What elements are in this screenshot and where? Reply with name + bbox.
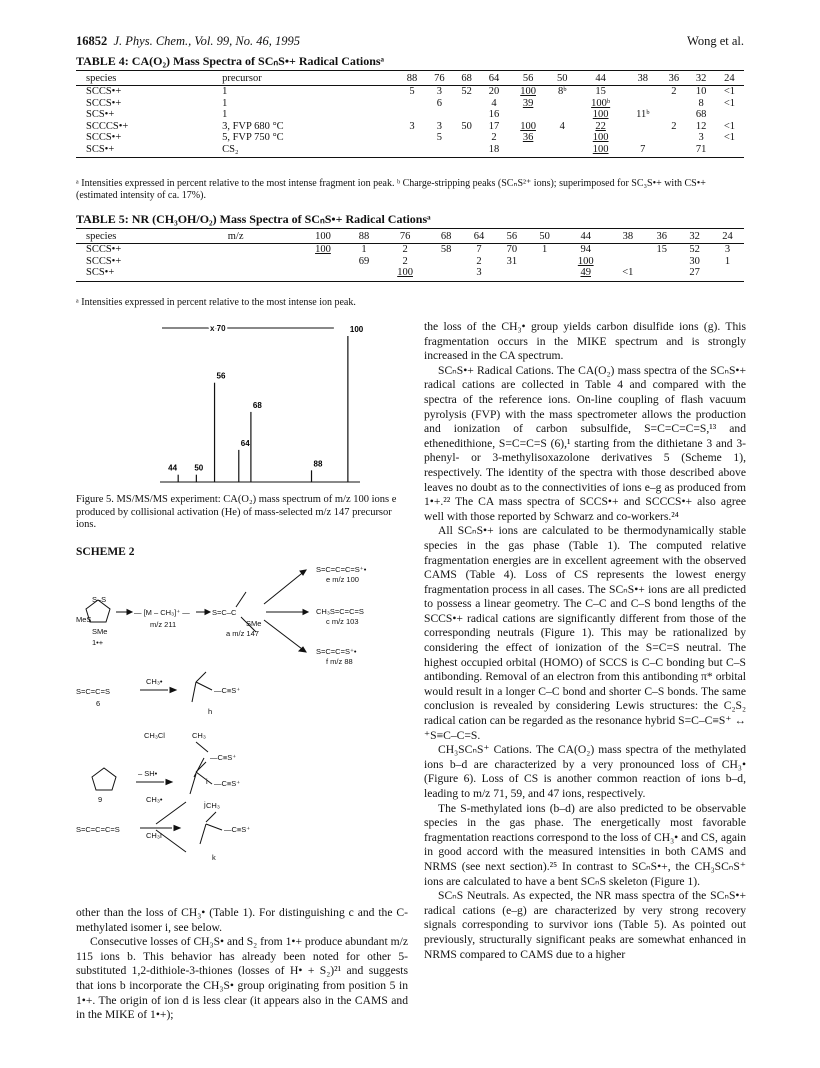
table5-cell: 69 [358,255,370,267]
table4-cell [453,132,480,144]
table4-cell [549,109,576,121]
table4-col-header: 76 [426,71,453,86]
figure5-caption: Figure 5. MS/MS/MS experiment: CA(O₂) mass spectrum of m/z 100 ions e produced by collisional activation (He) of mass-selected m/z 147 precursor ions. [76,494,397,531]
table4-cell: SCS•+ [86,109,115,120]
table4-cell: 6 [436,97,442,109]
table4-cell: 39 [522,97,534,109]
ion-i-cs: —C≡S⁺ [210,753,237,762]
table5-cell [218,267,299,281]
running-authors: Wong et al. [687,34,744,48]
ion-h-cs: —C≡S⁺ [214,686,241,695]
table5-cell: SCCS•+ [86,244,122,255]
loss-ch3-label: — [M – CH₃]⁺ — [134,608,190,617]
figure5-spectrum [150,316,370,488]
table5-col-header: 100 [298,229,347,244]
table4-cell: 15 [595,86,606,97]
spectrum-peak-label: 56 [216,371,226,381]
magnification-label: x 70 [210,324,226,333]
compound-6-label: 6 [96,699,101,708]
bond-k1 [206,812,216,822]
arrow-k1 [156,802,186,824]
ch3-radical-label-2: CH₃• [146,795,163,804]
table4-cell: <1 [723,97,735,109]
table5-cell [348,267,381,281]
right-paragraph-6: SCₙS Neutrals. As expected, the NR mass spectra of the SCₙS•+ radical cations (e–g) are characterized by very strong recovery signals corresponding to survivor ions (Table 5). As pointed out previously, structurally significant peaks are somewhat enhanced in NRMS compared to CAMS due to a higher [424,889,746,961]
bond-j2 [196,772,212,784]
table4-col-header: 32 [688,71,715,86]
journal-citation [76,34,300,49]
table5-col-header: 64 [463,229,496,244]
ch3cl-label: CH₃Cl [144,731,165,740]
table4-cell: 3 [698,132,704,143]
table4-cell [660,144,687,158]
left-column-text [76,906,408,1023]
bond-i1 [196,742,208,752]
table4-cell: 5 [409,86,415,97]
table4-col-header: 50 [549,71,576,86]
table4-cell [398,98,425,110]
ion-c-structure: CH₃S=C=C=S [316,607,364,616]
right-paragraph-5: The S-methylated ions (b–d) are also predicted to be observable species in the gas phase. The energetically most favorable fragmentation reactions correspond to the loss of CH₃• and CS, again in good accord with the measured intensities in both CAMS and NRMS (see next section).²⁵ In contrast to SCₙS•+, the CH₃SCₙS⁺ ions are calculated to have a bent SCₙS skeleton (Figure 1). [424,801,746,888]
table4-cell: 7 [625,144,660,158]
table4-cell [549,144,576,158]
table5-cell [298,256,347,268]
table5-col-header: 24 [711,229,744,244]
table4-cell: <1 [723,120,735,132]
table4-cell: 18 [480,144,507,158]
table4-cell [398,144,425,158]
s-atom-label: S–S [92,595,107,604]
table4-cell: 100 [592,109,609,120]
bond-j3 [190,774,196,794]
arrow-f [264,620,306,652]
ion-a-structure: S=C–C [212,608,237,617]
table5-cell: 1 [542,244,548,255]
table4-footnote: ᵃ Intensities expressed in percent relative to the most intense fragment ion peak. ᵇ Charge-stripping peaks (SCₙS²⁺ ions); superimposed for SC₃S•+ with CS•+ (estimated intensity of ca. 17%). [76,178,706,201]
table5-cell [645,267,678,281]
ion-a-label: a m/z 147 [226,629,259,638]
table4-cell: CS₂ [212,144,398,158]
table5-cell [218,256,299,268]
table5-cell: 2 [402,244,408,255]
table4-cell: 1 [222,97,228,109]
table5-col-header: species [76,229,218,244]
mz211-label: m/z 211 [150,620,177,629]
table5-cell: 100 [380,267,429,281]
table4-cell [508,109,549,121]
table5-cell: 27 [678,267,711,281]
ion-e-label: e m/z 100 [326,575,359,584]
scheme2-diagram [76,562,416,902]
ch3-label: CH₃ [192,731,206,740]
bond-a1 [236,592,246,607]
table4-cell [660,132,687,144]
ion-f-structure: S=C=C=S⁺• [316,647,357,656]
ion-e-structure: S=C=C=C=S⁺• [316,565,367,574]
table4-cell [549,98,576,110]
scheme2-title: SCHEME 2 [76,546,135,558]
bond-k2 [206,824,222,830]
table4-cell [398,132,425,144]
table5-row [76,267,744,281]
table4-cell: 8ᵇ [557,86,567,97]
table4-cell [715,109,744,121]
table4-cell [508,144,549,158]
table5-row [76,244,744,256]
table4-cell [453,98,480,110]
spectrum-peak-label: 44 [168,463,178,473]
spectrum-peak-label: 68 [252,400,262,410]
ethenedithione-structure: S=C=C=S [76,687,110,696]
table5-cell: 30 [689,255,700,267]
right-paragraph-4: CH₃SCₙS⁺ Cations. The CA(O₂) mass spectra of the methylated ions b–d are characterized by a very pronounced loss of CH₃• (Figure 6). Loss of CS is another common reaction of ions b–d, leading to m/z 71, 59, and 47 ions, respectively. [424,743,746,800]
table4-col-header: precursor [212,71,398,86]
table5-cell: 70 [506,244,518,255]
table4-cell: 50 [461,120,472,132]
right-column-text [424,320,746,962]
table5-row [76,256,744,268]
table4-cell [625,86,660,98]
ch3-radical-label: CH₃• [146,677,163,686]
table4-cell: 100 [592,132,609,143]
table4-col-header: 44 [576,71,625,86]
table4-cell [426,144,453,158]
table4-col-header: 38 [625,71,660,86]
table4-cell: 100ᵇ [591,97,611,109]
table4-col-header: 88 [398,71,425,86]
table4-cell [453,144,480,158]
right-paragraph-1: the loss of the CH₃• group yields carbon disulfide ions (g). This fragmentation occurs in the MIKE spectrum and is strongly increased in the CA spectrum. [424,320,746,363]
table5-col-header: m/z [218,229,299,244]
table4-cell: 10 [695,86,707,97]
table4-cell: 3, FVP 680 °C [222,120,284,132]
table4-cell [625,121,660,133]
ion-1-label: 1•+ [92,638,104,647]
compound-9-label: 9 [98,795,103,804]
page-number: 16852 [76,34,108,48]
table5-col-header: 88 [348,229,381,244]
bond-h3 [192,682,196,702]
ion-a-sme: SMe [246,619,262,628]
table4-cell [453,109,480,121]
table4-row [76,121,744,133]
page-header [76,34,744,52]
bond-h1 [196,672,206,682]
table5-cell [430,267,463,281]
ion-j-cs: —C≡S⁺ [214,779,241,788]
table4-cell: 4 [491,97,497,109]
table4-cell: 16 [488,109,500,120]
table4-cell [549,132,576,144]
spectrum-peak-label: 50 [194,463,204,473]
table5-cell: 31 [506,255,518,267]
table4-cell: 2 [671,120,677,132]
table4-cell: 2 [671,86,677,97]
arrow-e [264,570,306,604]
table4-cell: 20 [488,86,500,97]
table5-cell [610,256,645,268]
table5-cell [218,244,299,256]
table4-cell [426,109,453,121]
bond-k3 [200,824,206,844]
table5-cell [430,256,463,268]
table4-row [76,109,744,121]
table4-cell: 17 [488,120,500,132]
table5-col-header: 56 [495,229,528,244]
table4-cell [398,109,425,121]
table5-col-header: 38 [610,229,645,244]
table5-cell: 1 [724,255,731,267]
table4-cell: SCCCS•+ [86,120,129,132]
table4-cell: SCS•+ [76,144,212,158]
table5-cell: 15 [656,244,667,255]
table5-cell: 58 [440,244,452,255]
table5-cell [298,267,347,281]
table5-cell: 3 [463,267,496,281]
table5-cell: 52 [689,244,700,255]
spectrum-peak-label: 100 [349,325,364,334]
table4-col-header: 64 [480,71,507,86]
table5-col-header: 68 [430,229,463,244]
table4-cell: 12 [695,120,707,132]
table5-cell [495,267,528,281]
bond-h2 [196,682,212,690]
table4-row [76,86,744,98]
table5-col-header: 76 [380,229,429,244]
table5-title: TABLE 5: NR (CH₃OH/O₂) Mass Spectra of SCₙS•+ Radical Cationsᵃ [76,212,431,226]
ion-i-label: i [206,777,208,786]
table4-cell: SCCS•+ [86,86,122,97]
table5-cell: 100 [315,244,331,255]
table4-cell: SCCS•+ [86,97,122,109]
table4-row [76,132,744,144]
spectrum-peak-label: 64 [240,438,250,448]
table5-cell: 94 [580,244,591,255]
ion-j-label: j [204,800,206,809]
table5-cell [610,244,645,256]
table4-cell: 100 [520,120,536,132]
table4-cell: 3 [409,120,415,132]
table4-cell: 100 [520,86,536,97]
table4-cell: 1 [222,86,228,97]
table4-col-header: 36 [660,71,687,86]
table4-cell: 11ᵇ [636,109,650,120]
ch3i-label: CH₃I [146,831,162,840]
table4-cell: 22 [595,120,606,132]
table4-cell: 1 [222,109,228,120]
table4-col-header: 68 [453,71,480,86]
table4-cell [625,98,660,110]
table5-cell: 49 [561,267,610,281]
sh-loss-label: – SH• [138,769,158,778]
table4-row [76,144,744,158]
table4-cell: 4 [559,120,565,132]
ion-c-label: c m/z 103 [326,617,359,626]
table4-row [76,98,744,110]
table4-cell: 5 [436,132,442,143]
table5-cell [645,256,678,268]
carbon-subsulfide-structure: S=C=C=C=S [76,825,120,834]
table4-cell: 3 [436,86,442,97]
right-paragraph-2: SCₙS•+ Radical Cations. The CA(O₂) mass spectra of the SCₙS•+ radical cations are collected in Table 4 and compared with the spectra of the reference ions. On-line coupling of flash vacuum pyrolysis (FVP) with the mass spectrometer allows the production and ionization of carbon subsulfide, S=C=C=C=S,¹³ and ethenedithione, S=C=C=S (6),¹ starting from the dithietane 3 and 3-phenyl- or 3-methylisoxazolone derivatives 5 (Scheme 1), respectively. The identity of the spectra with those described above leaves no doubt as to the connectivities of ions e–g as produced from 1•+.²² The CA mass spectra of SCCS•+ and SCCCS•+ also agree well with those reported by Schwarz and co-workers.²⁴ [424,363,746,523]
dithiole-ring-9 [92,768,116,790]
table5-cell: 100 [577,255,594,267]
table4-cell: 36 [522,132,534,143]
right-paragraph-3: All SCₙS•+ ions are calculated to be thermodynamically stable species in the gas phase (Table 1). The computed relative fragmentation energies are in excellent agreement with the observed CAMS (Table 4). Loss of CS represents the lowest energy fragmentation process in all cases. The SCₙS•+ ions are all predicted to possess a linear geometry. The C–C and C–S bond lengths of the SCCS•+ radical cations are significantly different from those of the corresponding neutrals (Figure 1). This may be rationalized by considering the effect of ionization of the S=C=S neutral. The highest occupied orbital (HOMO) of SCCS is C–C bonding but C–S antibonding. Removal of an electron from this antibonding π* orbital would result in a longer C–C bond and shorter C–S bonds. The same conclusion is revealed by considering Lewis structures: the C₂S₂ radical cation can be regarded as the resonance hybrid S=C–C≡S⁺ ↔ ⁺S≡C–C=S. [424,524,746,742]
table5-col-header: 44 [561,229,610,244]
table5 [76,228,744,282]
table5-cell: 2 [476,255,482,267]
table5-cell: SCCS•+ [86,255,122,267]
table4-col-header: 56 [508,71,549,86]
table5-col-header: 32 [678,229,711,244]
table5-col-header: 50 [528,229,561,244]
table5-footnote: ᵃ Intensities expressed in percent relative to the most intense ion peak. [76,297,356,308]
left-paragraph-2: Consecutive losses of CH₃S• and S₂ from 1•+ produce abundant m/z 115 ions b. This behavior has already been noted for other 5-substituted 1,2-dithiole-3-thiones (losses of H• + S₂)²¹ and suggests that ions b incorporate the CH₃S• group originating from position 5 in 1•+. The origin of ion d is less clear (it appears also in the CAMS and in the MIKE of 1•+); [76,935,408,1022]
table4-cell: 5, FVP 750 °C [222,132,284,143]
table4-cell: SCCS•+ [86,132,122,143]
table5-cell: SCS•+ [76,267,218,281]
table4-cell [660,109,687,121]
ion-h-label: h [208,707,213,716]
ion-k-label: k [212,853,216,862]
table5-cell: <1 [610,267,645,281]
table4-col-header: species [76,71,212,86]
table5-cell: 3 [724,244,731,255]
table4-title: TABLE 4: CA(O₂) Mass Spectra of SCₙS•+ Radical Cationsᵃ [76,54,385,68]
table5-cell: 1 [361,244,367,255]
table4-cell: 100 [576,144,625,158]
table4-cell [660,98,687,110]
table5-cell [711,267,744,281]
table4-cell [715,144,744,158]
spectrum-peak-label: 88 [313,459,323,469]
sme-label: SMe [92,627,108,636]
table5-cell: 2 [402,255,408,267]
table4-cell: <1 [723,86,735,97]
left-paragraph-1: other than the loss of CH₃• (Table 1). For distinguishing c and the C-methylated isomer i, see below. [76,906,408,934]
table4-cell: 71 [688,144,715,158]
ion-k-cs: —C≡S⁺ [224,825,251,834]
table4-cell: 2 [491,132,497,143]
table4-cell [625,132,660,144]
table5-cell: 7 [476,244,482,255]
table4-cell: 68 [695,109,707,120]
mes-label: MeS [76,615,92,624]
table4-cell: 52 [461,86,472,97]
ion-f-label: f m/z 88 [326,657,353,666]
table4 [76,70,744,158]
journal-name: J. Phys. Chem., Vol. 99, No. 46, 1995 [113,34,300,48]
table5-cell [528,256,561,268]
table5-cell [528,267,561,281]
table4-cell: <1 [723,132,735,143]
ion-k-ch3: CH₃ [206,801,220,810]
table4-cell: 8 [698,97,704,109]
table4-cell: 3 [436,120,442,132]
table5-col-header: 36 [645,229,678,244]
table4-col-header: 24 [715,71,744,86]
